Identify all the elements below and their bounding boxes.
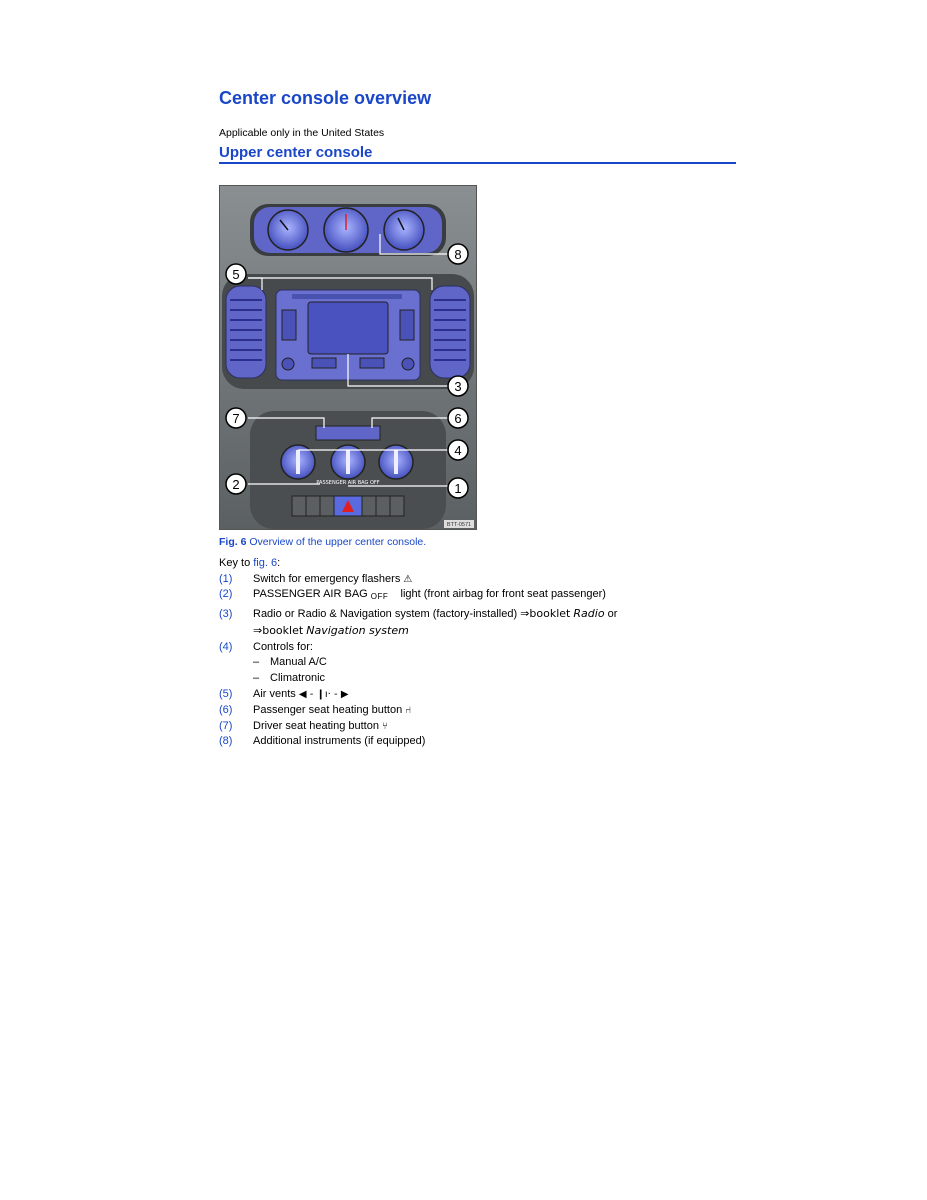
callout-5 bbox=[226, 264, 246, 284]
page-title: Center console overview bbox=[219, 88, 432, 108]
callout-3 bbox=[448, 376, 468, 396]
callout-1 bbox=[448, 478, 468, 498]
hazard-triangle-icon: ⚠ bbox=[403, 574, 413, 585]
figure-caption: Fig. 6 Overview of the upper center console. bbox=[219, 536, 427, 548]
svg-text:5: 5 bbox=[232, 267, 240, 282]
section-divider bbox=[219, 162, 736, 164]
air-vent-direction-icon: ◀ ‑ ❙ı· ‑ ▶ bbox=[298, 689, 349, 700]
airbag-off-label: PASSENGER AIR BAG OFF bbox=[316, 480, 380, 486]
callout-4 bbox=[448, 440, 468, 460]
image-code: BTT-0571 bbox=[446, 522, 472, 528]
svg-text:2: 2 bbox=[232, 477, 240, 492]
figure-link[interactable]: fig. 6 bbox=[253, 557, 278, 569]
svg-text:7: 7 bbox=[232, 411, 240, 426]
applicability-note: Applicable only in the United States bbox=[219, 127, 385, 139]
section-title: Upper center console bbox=[219, 144, 373, 161]
callout-6 bbox=[448, 408, 468, 428]
svg-text:8: 8 bbox=[454, 247, 462, 262]
console-illustration bbox=[220, 186, 476, 529]
console-figure bbox=[219, 185, 477, 530]
callout-8 bbox=[448, 244, 468, 264]
svg-text:6: 6 bbox=[454, 411, 462, 426]
callout-7 bbox=[226, 408, 246, 428]
svg-text:1: 1 bbox=[454, 481, 462, 496]
key-intro: Key to fig. 6: bbox=[219, 557, 281, 569]
passenger-seat-heating-icon: ⑁ bbox=[405, 705, 412, 716]
svg-text:4: 4 bbox=[454, 443, 462, 458]
driver-seat-heating-icon: ⑂ bbox=[382, 721, 389, 732]
svg-text:3: 3 bbox=[454, 379, 462, 394]
callout-2 bbox=[226, 474, 246, 494]
